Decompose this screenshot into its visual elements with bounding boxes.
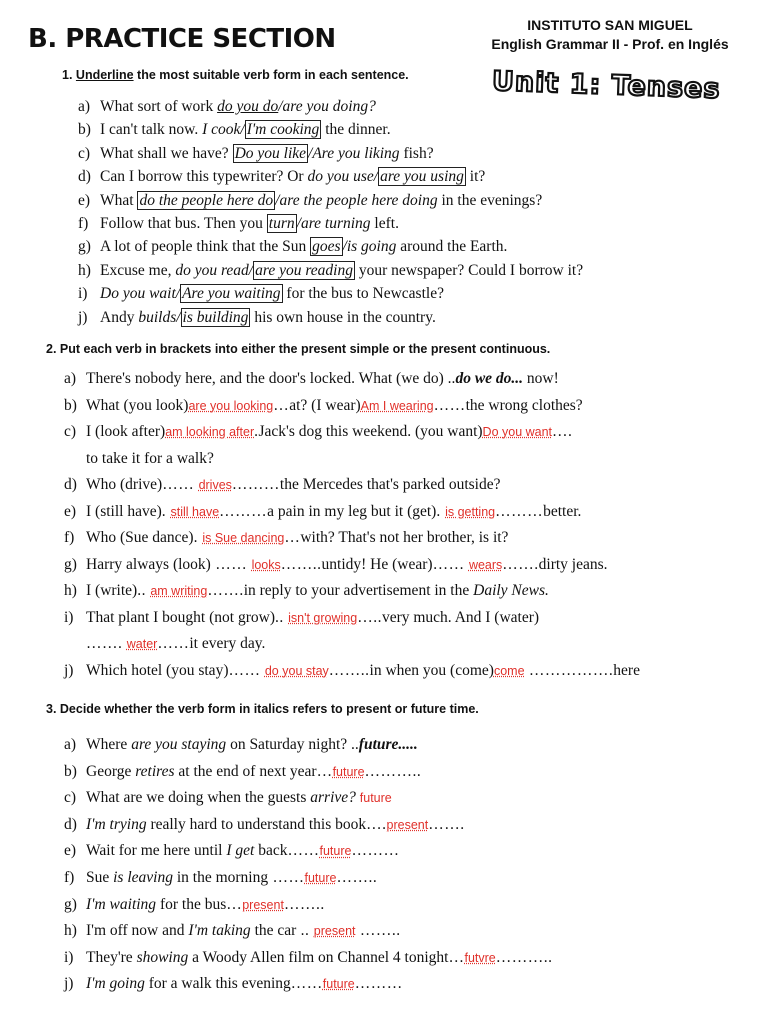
option-1: Do you wait bbox=[100, 285, 176, 303]
section3-instruction: 3. Decide whether the verb form in italics refers to present or future time. bbox=[46, 702, 479, 716]
item-text: it every day. bbox=[189, 635, 266, 652]
item-text-end: it? bbox=[465, 168, 486, 186]
answer-input[interactable]: future bbox=[304, 870, 337, 885]
item-text: really hard to understand this book bbox=[146, 815, 367, 833]
item-text-end: fish? bbox=[399, 144, 434, 162]
answer-input[interactable]: future bbox=[319, 844, 352, 859]
item-text: Wait for me here until bbox=[86, 842, 227, 860]
answer-input[interactable]: is getting bbox=[445, 504, 496, 519]
item-text: on Saturday night? .. bbox=[226, 736, 359, 753]
item-text: I (still have) bbox=[86, 502, 162, 520]
item-label: c) bbox=[64, 423, 77, 440]
s3-item-f: f) Sue is leaving in the morning ……future…….. bbox=[64, 868, 378, 886]
unit-title: Unit 1: Tenses bbox=[491, 66, 721, 105]
italic-verb: showing bbox=[136, 948, 189, 966]
s3-item-e: e) Wait for me here until I get back……future……… bbox=[64, 842, 400, 860]
item-text: at the end of next year bbox=[174, 762, 317, 780]
s2-item-d: d) Who (drive)…… drives………the Mercedes that's parked outside? bbox=[64, 476, 501, 493]
item-label: h) bbox=[64, 922, 77, 940]
answer-input[interactable]: Do you want bbox=[482, 425, 553, 439]
item-text-end: the Mercedes that's parked outside? bbox=[279, 476, 501, 493]
item-text: What shall we have? bbox=[100, 144, 233, 162]
option-1: do you use bbox=[307, 168, 374, 186]
section3-list bbox=[64, 736, 553, 1002]
answer-input[interactable]: future bbox=[332, 764, 365, 779]
item-text: That plant I bought (not grow) bbox=[86, 608, 275, 626]
item-text-end: dirty jeans. bbox=[538, 555, 608, 573]
item-text: Andy bbox=[100, 308, 139, 326]
s3-item-i: i) They're showing a Woody Allen film on Channel 4 tonight…futvre……….. bbox=[64, 948, 553, 966]
answer-input[interactable]: present bbox=[386, 817, 429, 832]
item-label: j) bbox=[64, 975, 74, 993]
item-text: in reply to your advertisement in the bbox=[243, 582, 474, 599]
option-2: are the people here doing bbox=[279, 191, 438, 209]
s3-item-b: b) George retires at the end of next year…future……….. bbox=[64, 762, 422, 780]
item-label: a) bbox=[64, 736, 77, 753]
option-2-selected: is building bbox=[182, 308, 249, 326]
italic-verb: is leaving bbox=[113, 868, 173, 886]
s2-item-i: i) That plant I bought (not grow).. isn't growing…..very much. And I (water) bbox=[64, 608, 540, 626]
answer-input[interactable]: wears bbox=[468, 557, 503, 572]
answer-input[interactable]: Am I wearing bbox=[360, 398, 434, 413]
item-text: Which hotel (you stay) bbox=[86, 661, 229, 679]
s1-item-d: d) Can I borrow this typewriter? Or do you use/ are you using it? bbox=[78, 168, 486, 186]
item-text: for the bus bbox=[156, 895, 227, 913]
s1-item-i: i) Do you wait/ Are you waiting for the bus to Newcastle? bbox=[78, 285, 444, 303]
option-1-selected: turn bbox=[268, 214, 295, 232]
option-1-selected: Do you like bbox=[234, 144, 307, 162]
s1-item-e: e) What do the people here do /are the people here doing in the evenings? bbox=[78, 191, 543, 209]
item-text-end: in the evenings? bbox=[437, 191, 543, 209]
item-label: d) bbox=[64, 476, 77, 493]
example-answer: do we do... bbox=[455, 370, 524, 387]
item-text-end: for the bus to Newcastle? bbox=[282, 285, 444, 303]
italic-verb: I'm taking bbox=[188, 922, 251, 940]
s2-item-c-cont bbox=[64, 450, 640, 477]
item-label: c) bbox=[64, 789, 77, 807]
option-2: are turning bbox=[300, 214, 371, 232]
italic-verb: I'm going bbox=[86, 975, 145, 993]
option-1: do you do bbox=[217, 98, 279, 115]
answer-input[interactable]: present bbox=[242, 897, 284, 912]
option-1-selected: goes bbox=[312, 238, 341, 256]
section2-list bbox=[64, 370, 640, 688]
item-text-end: now! bbox=[523, 370, 559, 387]
s1-item-a: a) What sort of work do you do/are you doing? bbox=[78, 98, 376, 115]
s1-item-g: g) A lot of people think that the Sun goes /is going around the Earth. bbox=[78, 238, 508, 256]
item-label: g) bbox=[64, 555, 77, 573]
s2-item-e: e) I (still have). still have………a pain in my leg but it (get). is getting………better. bbox=[64, 502, 582, 520]
item-text: in the morning bbox=[172, 868, 269, 886]
option-1-selected: do the people here do bbox=[139, 191, 274, 209]
answer-input[interactable]: present bbox=[313, 924, 356, 939]
item-text: Harry always (look) bbox=[86, 555, 211, 573]
item-text: Sue bbox=[86, 868, 114, 886]
s3-item-a bbox=[64, 736, 553, 763]
item-label: c) bbox=[78, 144, 91, 162]
item-label: f) bbox=[78, 214, 89, 232]
italic-verb: I get bbox=[226, 842, 255, 860]
option-2-selected: are you reading bbox=[255, 261, 353, 279]
item-text-end: around the Earth. bbox=[396, 238, 508, 256]
s2-item-f: f) Who (Sue dance). is Sue dancing…with? That's not her brother, is it? bbox=[64, 529, 509, 546]
s1-item-b: b) I can't talk now. I cook/ I'm cooking the dinner. bbox=[78, 121, 391, 139]
option-1: builds bbox=[138, 308, 177, 326]
s1-item-j: j) Andy builds/ is building his own house in the country. bbox=[78, 308, 436, 326]
institute-name: INSTITUTO SAN MIGUEL bbox=[527, 17, 693, 33]
s2-item-a bbox=[64, 370, 640, 397]
item-label: i) bbox=[64, 948, 74, 966]
item-text: a Woody Allen film on Channel 4 tonight bbox=[188, 948, 449, 966]
answer-input[interactable]: are you looking bbox=[188, 398, 274, 413]
item-text: a pain in my leg but it (get) bbox=[267, 502, 437, 520]
item-label: e) bbox=[64, 842, 77, 860]
item-text: Where bbox=[86, 736, 132, 753]
item-text: Follow that bus. Then you bbox=[100, 214, 267, 232]
s1-item-f: f) Follow that bus. Then you turn /are turning left. bbox=[78, 214, 399, 232]
s3-item-g: g) I'm waiting for the bus…present…….. bbox=[64, 895, 325, 913]
item-text: Can I borrow this typewriter? Or bbox=[100, 168, 308, 186]
item-text-end: your newspaper? Could I borrow it? bbox=[354, 261, 584, 279]
item-text: A lot of people think that the Sun bbox=[100, 238, 311, 256]
item-label: j) bbox=[78, 308, 88, 326]
answer-input[interactable]: water bbox=[126, 637, 158, 651]
answer-input[interactable]: come bbox=[493, 663, 525, 678]
s3-item-h: h) I'm off now and I'm taking the car .. present …….. bbox=[64, 922, 401, 940]
item-text: at? (I wear) bbox=[289, 396, 361, 414]
item-text-end: better. bbox=[543, 502, 582, 520]
answer-input[interactable]: future bbox=[359, 791, 392, 806]
italic-text: Daily News. bbox=[473, 582, 549, 599]
page-title: B. PRACTICE SECTION bbox=[28, 24, 336, 54]
item-text-end: very much. And I (water) bbox=[381, 608, 540, 626]
answer-input[interactable]: am looking after bbox=[165, 425, 255, 439]
option-2: are you doing? bbox=[282, 98, 376, 115]
section1-number: 1. bbox=[62, 68, 73, 82]
item-label: d) bbox=[78, 168, 91, 186]
s2-item-g: g) Harry always (look) …… looks……..untidy! He (wear)…… wears…….dirty jeans. bbox=[64, 555, 608, 573]
item-text: untidy! He (wear) bbox=[321, 555, 433, 573]
item-text-end: the dinner. bbox=[321, 121, 391, 139]
answer-input[interactable]: future bbox=[322, 977, 355, 992]
answer-input[interactable]: is Sue dancing bbox=[202, 531, 285, 545]
item-label: i) bbox=[78, 285, 88, 303]
item-text-end: left. bbox=[370, 214, 399, 232]
s2-item-b: b) What (you look)are you looking…at? (I wear)Am I wearing……the wrong clothes? bbox=[64, 396, 583, 414]
item-label: i) bbox=[64, 608, 74, 626]
course-name: English Grammar II - Prof. en Inglés bbox=[491, 36, 729, 52]
item-label: g) bbox=[64, 895, 77, 913]
answer-input[interactable]: do you stay bbox=[264, 663, 329, 678]
answer-input[interactable]: am writing bbox=[150, 584, 208, 598]
answer-input[interactable]: isn't growing bbox=[288, 610, 358, 625]
item-label: e) bbox=[64, 502, 77, 520]
item-text: for a walk this evening bbox=[144, 975, 291, 993]
item-text: Excuse me, bbox=[100, 261, 176, 279]
italic-verb: I'm waiting bbox=[86, 895, 157, 913]
option-1: do you read bbox=[175, 261, 249, 279]
item-label: h) bbox=[78, 261, 91, 279]
option-2-selected: I'm cooking bbox=[246, 121, 320, 139]
item-text: What sort of work bbox=[100, 98, 218, 115]
italic-verb: I'm trying bbox=[86, 815, 147, 833]
item-text: the car bbox=[250, 922, 297, 940]
item-text: George bbox=[86, 762, 136, 780]
item-label: f) bbox=[64, 529, 75, 546]
answer-input[interactable]: still have bbox=[170, 504, 220, 519]
italic-verb: retires bbox=[135, 762, 175, 780]
item-text: There's nobody here, and the door's locked. What (we do) .. bbox=[86, 370, 456, 387]
option-2: is going bbox=[346, 238, 397, 256]
s3-item-d: d) I'm trying really hard to understand this book….present……. bbox=[64, 815, 465, 833]
s1-item-c: c) What shall we have? Do you like /Are you liking fish? bbox=[78, 144, 434, 162]
section1-keyword: Underline bbox=[75, 68, 134, 82]
item-label: a) bbox=[64, 370, 77, 387]
s2-item-h: h) I (write).. am writing…….in reply to your advertisement in the Daily News. bbox=[64, 582, 549, 599]
item-text: Who (Sue dance) bbox=[86, 529, 194, 546]
institute-header bbox=[478, 16, 742, 54]
s3-item-j: j) I'm going for a walk this evening……future……… bbox=[64, 975, 403, 993]
answer-input[interactable]: looks bbox=[251, 557, 281, 572]
item-text: I (write) bbox=[86, 582, 138, 599]
section1-rest: the most suitable verb form in each sentence. bbox=[133, 68, 409, 82]
item-text: in when you (come) bbox=[369, 661, 494, 679]
item-text: I (look after) bbox=[86, 423, 166, 440]
italic-verb: are you staying bbox=[131, 736, 227, 753]
item-label: b) bbox=[64, 396, 77, 414]
option-1: I cook bbox=[202, 121, 241, 139]
item-text-end: his own house in the country. bbox=[250, 308, 436, 326]
item-label: e) bbox=[78, 191, 91, 209]
option-2-selected: are you using bbox=[380, 168, 464, 186]
item-label: b) bbox=[78, 121, 91, 139]
item-text: Who (drive) bbox=[86, 476, 163, 493]
section1-list bbox=[78, 98, 583, 332]
answer-input[interactable]: drives bbox=[198, 478, 232, 492]
item-text-end: with? That's not her brother, is it? bbox=[300, 529, 509, 546]
item-text: back bbox=[254, 842, 288, 860]
option-2-selected: Are you waiting bbox=[182, 285, 281, 303]
s2-item-c: c) I (look after)am looking after.Jack's dog this weekend. (you want)Do you want…. bbox=[64, 423, 573, 440]
item-text: They're bbox=[86, 948, 137, 966]
item-label: f) bbox=[64, 868, 75, 886]
item-text: I'm off now and bbox=[86, 922, 189, 940]
s3-item-c bbox=[64, 789, 553, 816]
item-text: Jack's dog this weekend. (you want) bbox=[258, 423, 483, 440]
item-label: d) bbox=[64, 815, 77, 833]
item-text: What (you look) bbox=[86, 396, 189, 414]
item-text: What bbox=[100, 191, 138, 209]
section1-instruction bbox=[62, 68, 409, 82]
item-text: I can't talk now. bbox=[100, 121, 203, 139]
section2-instruction: 2. Put each verb in brackets into either the present simple or the present continuous. bbox=[46, 342, 551, 356]
answer-input[interactable]: futvre bbox=[464, 950, 496, 965]
item-text-end: the wrong clothes? bbox=[465, 396, 583, 414]
item-label: b) bbox=[64, 762, 77, 780]
example-answer: future..... bbox=[358, 736, 418, 753]
item-label: h) bbox=[64, 582, 77, 599]
item-label: a) bbox=[78, 98, 91, 115]
s2-item-i-cont: ……. water……it every day. bbox=[86, 635, 266, 652]
option-2: Are you liking bbox=[312, 144, 400, 162]
item-label: g) bbox=[78, 238, 91, 256]
item-text: What are we doing when the guests bbox=[86, 789, 311, 807]
item-text-end: here bbox=[613, 661, 640, 679]
item-text: to take it for a walk? bbox=[86, 449, 214, 467]
italic-verb: arrive? bbox=[310, 789, 356, 807]
s1-item-h: h) Excuse me, do you read/ are you reading your newspaper? Could I borrow it? bbox=[78, 261, 584, 279]
s2-item-j: j) Which hotel (you stay)…… do you stay……..in when you (come)come …………….here bbox=[64, 661, 640, 679]
item-label: j) bbox=[64, 661, 74, 679]
